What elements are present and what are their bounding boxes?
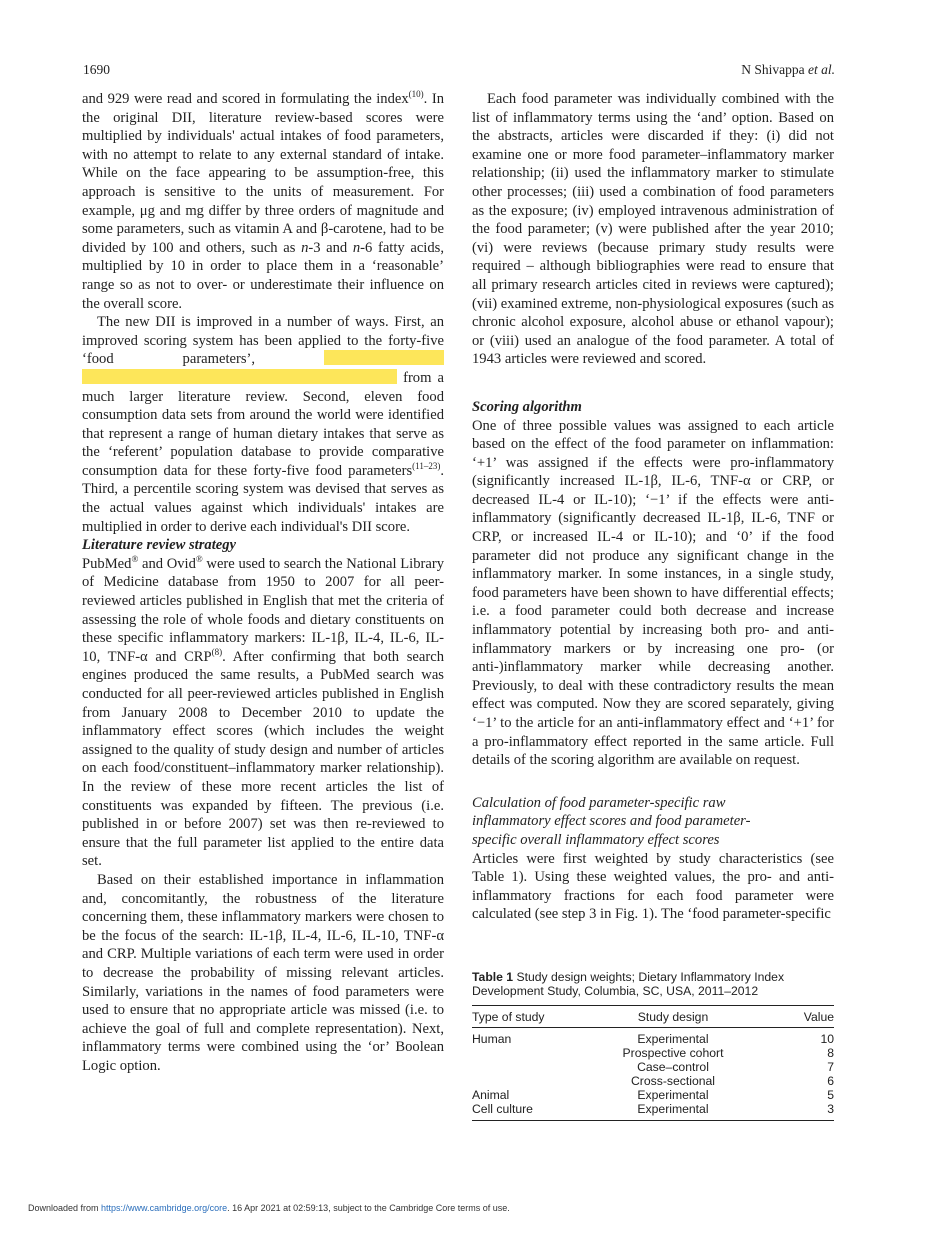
table-row: Animal Experimental 5 (472, 1088, 834, 1102)
paragraph: Each food parameter was individually combined with the list of inflammatory terms using the ‘and’ option. Based on the abstracts, articles were discarded if they: (i) did not examine one or more food parameter–inflammatory marker relationship; (ii) used the inflammatory marker to stimulate other processes; (iii) used a combination of food parameters as the exposure; (iv) employed intravenous administration of the food parameter; (v) were published after the year 2010; (vi) were reviews (because primary study results were required – although bibliographies were read to ensure that all primary research articles cited in reviews were captured); (vii) examined extreme, non-physiological exposures (such as chronic alcohol exposure, alcohol abuse or ethanol vapour); or (viii) used an analogue of the food parameter. A total of 1943 articles were reviewed and scored. (472, 91, 834, 368)
left-column (82, 90, 444, 1075)
section-heading: Literature review strategy (82, 537, 237, 554)
table-header-row (472, 1006, 834, 1027)
table-row: Cell culture Experimental 3 (472, 1102, 834, 1116)
table-1 (472, 970, 834, 1121)
study-design-table (472, 1006, 834, 1027)
paragraph: Articles were first weighted by study characteristics (see Table 1). Using these weighted values, the pro- and anti-inflammatory fractions for each food parameter were calculated (see step 3 in Fig. 1). The ‘food parameter-specific (472, 850, 834, 923)
paragraph: One of three possible values was assigned to each article based on the effect of the food parameter on inflammation: ‘+1’ was assigned if the effects were pro-inflammatory (significantly increased IL-1β, IL-6, TNF-α or CRP, or decreased IL-4 or IL-10); ‘−1’ if the effects were anti-inflammatory (significantly decreased IL-1β, IL-6, TNF or CRP, or increased IL-4 or IL-10); and ‘0’ if the food parameter did not produce any significant change in the inflammatory marker. In some instances, in a single study, food parameters have been shown to have differential effects; i.e. a food parameter could both decrease and increase inflammatory potential by increasing both pro- and anti-inflammatory markers or by increasing one pro- (or anti-)inflammatory marker while decreasing another. Previously, to deal with these contradictory results the mean effect was computed. Now they are scored separately, giving ‘−1’ to the article for an anti-inflammatory effect and ‘+1’ for a pro-inflammatory effect reported in the same article. Full details of the scoring algorithm are available on request. (472, 417, 834, 769)
highlight-redaction (82, 369, 397, 384)
running-head-etal: et al. (808, 62, 835, 77)
citation[interactable]: (11–23) (412, 461, 441, 472)
running-head (741, 62, 835, 78)
table-row: Case–control 7 (637, 1060, 834, 1074)
column-header: Type of study (472, 1010, 545, 1024)
cambridge-core-link[interactable]: https://www.cambridge.org/core (101, 1203, 228, 1213)
citation[interactable]: (10) (408, 89, 424, 100)
download-footer: Downloaded from https://www.cambridge.org/core. 16 Apr 2021 at 02:59:13, subject to the Cambridge Core terms of use. (28, 1203, 510, 1213)
paragraph: PubMed® and Ovid® were used to search the National Library of Medicine database from 1950 to 2007 for all peer-reviewed articles published in English that met the criteria of assessing the role of whole foods and dietary constituents on these specific inflammatory markers: IL-1β, IL-4, IL-6, IL-10, TNF-α and CRP$^{(8)}$. After confirming that both search engines produced the same results, a PubMed search was conducted for all peer-reviewed articles published in English from January 2008 to December 2010 to update the inflammatory effect scores (which includes the weight assigned to the quality of study design and number of articles on each food/constituent–inflammatory marker relationship). In the review of these more recent articles the list of constituents was expanded by fifteen. The previous (i.e. published in or before 2007) set was then re-reviewed to ensure that the full parameter list applied to the entire data set. (82, 553, 444, 870)
table-row: Human Experimental 10 (472, 1032, 834, 1046)
column-header: Study design (637, 1010, 709, 1024)
highlight-redaction (324, 350, 444, 365)
section-heading: Scoring algorithm (472, 398, 582, 415)
right-column (472, 90, 834, 924)
table-caption: Table 1 Study design weights; Dietary Inflammatory Index Development Study, Columbia, SC, USA, 2011–2012 (472, 970, 785, 998)
paragraph: The new DII is improved in a number of ways. First, an improved scoring system has been applied to the forty-five ‘food parameters’, from a much larger literature review. Second, eleven food consumption data sets from around the world were identified that represent a range of human dietary intakes that serve as the ‘referent’ population database to provide comparative consumption data for these forty-five food parameters$^{(11-23)}$. Third, a percentile scoring system was devised that serves as the actual values against which individuals' intakes are multiplied in order to derive each individual's DII score. (82, 314, 444, 535)
page-number: 1690 (83, 62, 110, 77)
column-header: Value (803, 1010, 834, 1024)
subsection-heading: Calculation of food parameter-specific raw inflammatory effect scores and food parameter-specific overall inflammatory effect scores (472, 794, 751, 848)
running-head-author: N Shivappa (741, 62, 805, 77)
paragraph: and 929 were read and scored in formulating the index$^{(10)}$. In the original DII, literature review-based scores were multiplied by individuals' actual intakes of food parameters, with no attempt to relate to any external standard of intake. While on the face appearing to be assumption-free, this approach is sensitive to the units of measurement. For example, μg and mg differ by three orders of magnitude and some parameters, such as vitamin A and β-carotene, had to be divided by 100 and others, such as n-3 and n-6 fatty acids, multiplied by 10 in order to place them in a ‘reasonable’ range so as not to over- or underestimate their influence on the overall score. (82, 89, 444, 312)
table-row: Prospective cohort 8 (622, 1046, 834, 1060)
table-row: Cross-sectional 6 (631, 1074, 834, 1088)
paragraph: Based on their established importance in inflammation and, concomitantly, the robustness of the literature concerning them, these inflammatory markers were chosen to be the focus of the search: IL-1β, IL-4, IL-6, IL-10, TNF-α and CRP. Multiple variations of each term were used in order to decrease the probability of missing relevant articles. Similarly, variations in the names of food parameters were used to ensure that no appropriate article was missed (i.e. to achieve the goal of full and complete representation). Next, inflammatory terms were combined using the ‘or’ Boolean Logic option. (82, 871, 444, 1074)
citation[interactable]: (8) (211, 646, 223, 657)
